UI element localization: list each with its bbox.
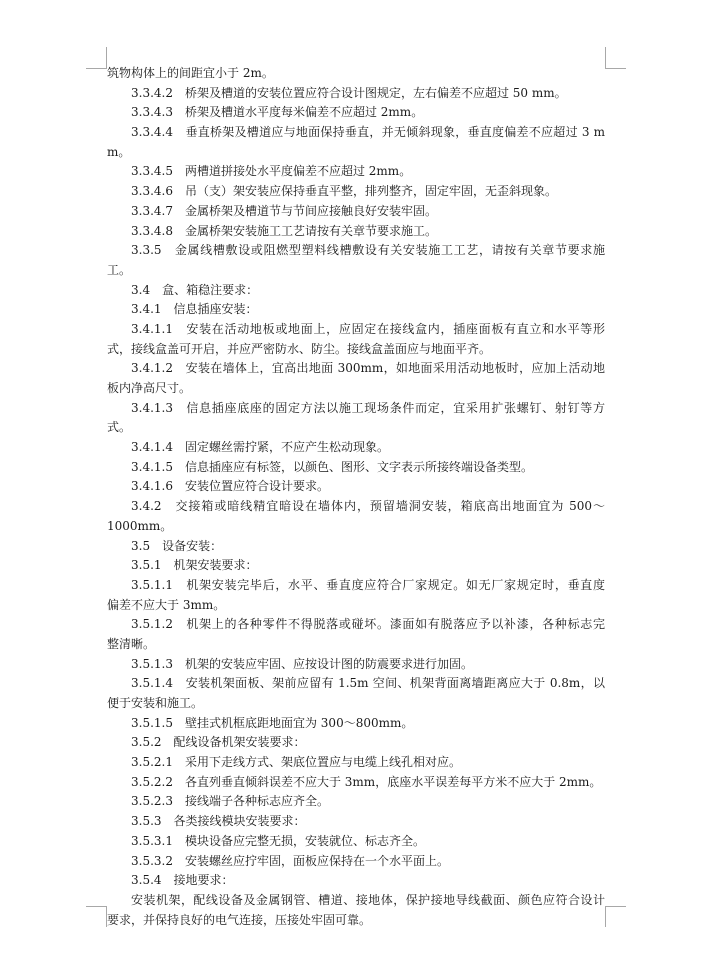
text-line: 安装机架，配线设备及金属钢管、槽道、接地体，保护接地导线截面、颜色应符合设计 bbox=[131, 892, 605, 907]
text-line: 偏差不应大于 3mm。 bbox=[107, 597, 226, 612]
text-line: 3.5.2 配线设备机架安装要求： bbox=[131, 735, 306, 750]
crop-mark-top-right-h bbox=[605, 68, 626, 69]
text-line: 3.5.1.5 壁挂式机框底距地面宜为 300～800mm。 bbox=[131, 715, 414, 730]
text-line: 3.5.2.2 各直列垂直倾斜误差不应大于 3mm，底座水平误差每平方米不应大于 2mm。 bbox=[131, 774, 602, 789]
text-line: 3.4 盒、箱稳注要求： bbox=[131, 282, 259, 297]
text-line: 3.4.1.3 信息插座底座的固定方法以施工现场条件而定，宜采用扩张螺钉、射钉等方 bbox=[131, 400, 605, 415]
text-line: 3.3.4.2 桥架及槽道的安装位置应符合设计图规定，左右偏差不应超过 50 mm。 bbox=[131, 85, 567, 100]
text-line: 3.3.5 金属线槽敷设或阻燃型塑料线槽敷设有关安装施工工艺，请按有关章节要求施 bbox=[131, 243, 605, 258]
text-line: 整清晰。 bbox=[107, 636, 156, 651]
text-line: 板内净高尺寸。 bbox=[107, 381, 192, 395]
text-line: 3.5.2.1 采用下走线方式、架底位置应与电缆上线孔相对应。 bbox=[131, 755, 461, 770]
text-line: 3.5 设备安装： bbox=[131, 538, 223, 553]
text-line: 3.4.1.6 安装位置应符合设计要求。 bbox=[131, 479, 329, 494]
crop-mark-top-left-h bbox=[86, 68, 107, 69]
text-line: 3.4.1.5 信息插座应有标签，以颜色、图形、文字表示所接终端设备类型。 bbox=[131, 459, 533, 474]
crop-mark-bottom-right-h bbox=[605, 906, 626, 907]
text-line: 3.4.1.1 安装在活动地板或地面上，应固定在接线盒内，插座面板有直立和水平等形 bbox=[131, 321, 605, 336]
text-line: 3.3.4.6 吊（支）架安装应保持垂直平整，排列整齐，固定牢固，无歪斜现象。 bbox=[131, 184, 557, 199]
text-line: 3.5.1 机架安装要求： bbox=[131, 558, 258, 573]
crop-mark-top-right-v bbox=[605, 47, 606, 68]
text-line: 1000mm。 bbox=[107, 518, 173, 533]
document-body bbox=[107, 64, 605, 930]
text-line: 式。 bbox=[107, 420, 132, 435]
text-line: 3.3.4.3 桥架及槽道水平度每米偏差不应超过 2mm。 bbox=[131, 105, 424, 120]
text-line: 3.3.4.4 垂直桥架及槽道应与地面保持垂直，并无倾斜现象，垂直度偏差不应超过 3 m bbox=[131, 125, 605, 140]
text-line: 3.4.1.4 固定螺丝需拧紧，不应产生松动现象。 bbox=[131, 440, 389, 455]
text-line: 3.4.2 交接箱或暗线精宜暗设在墙体内，预留墙洞安装，箱底高出地面宜为 500～ bbox=[131, 499, 605, 514]
text-line: 3.5.4 接地要求： bbox=[131, 873, 234, 888]
text-line: 3.3.4.7 金属桥架及槽道节与节间应接触良好安装牢固。 bbox=[131, 203, 437, 218]
text-line: 3.5.1.1 机架安装完毕后，水平、垂直度应符合厂家规定。如无厂家规定时，垂直度 bbox=[131, 577, 605, 592]
text-line: 3.5.1.4 安装机架面板、架前应留有 1.5m 空间、机架背面离墙距离应大于 0.8m，以 bbox=[131, 676, 605, 691]
text-line: 3.5.3.2 安装螺丝应拧牢固，面板应保持在一个水平面上。 bbox=[131, 853, 449, 868]
text-line: 3.5.2.3 接线端子各种标志应齐全。 bbox=[131, 794, 329, 809]
text-line: 3.5.1.3 机架的安装应牢固、应按设计图的防震要求进行加固。 bbox=[131, 656, 473, 671]
text-line: 3.5.3 各类接线模块安装要求： bbox=[131, 814, 306, 829]
crop-mark-bottom-left-h bbox=[86, 906, 107, 907]
text-line: 3.5.1.2 机架上的各种零件不得脱落或碰坏。漆面如有脱落应予以补漆，各种标志完 bbox=[131, 617, 605, 632]
text-line: 要求，并保持良好的电气连接，压接处牢固可靠。 bbox=[107, 912, 372, 927]
text-line: 筑物构体上的间距宜小于 2m。 bbox=[107, 66, 274, 80]
text-line: 3.5.3.1 模块设备应完整无损，安装就位、标志齐全。 bbox=[131, 833, 425, 848]
text-line: m。 bbox=[107, 144, 131, 159]
text-line: 式，接线盒盖可开启，并应严密防水、防尘。接线盒盖面应与地面平齐。 bbox=[107, 341, 492, 356]
text-line: 3.4.1.2 安装在墙体上，宜高出地面 300mm，如地面采用活动地板时，应加上活动地 bbox=[131, 361, 605, 376]
text-line: 3.3.4.5 两槽道拼接处水平度偏差不应超过 2mm。 bbox=[131, 164, 412, 179]
text-line: 3.4.1 信息插座安装： bbox=[131, 302, 258, 317]
text-line: 便于安装和施工。 bbox=[107, 696, 204, 710]
text-line: 工。 bbox=[107, 262, 132, 277]
text-line: 3.3.4.8 金属桥架安装施工工艺请按有关章节要求施工。 bbox=[131, 223, 437, 238]
crop-mark-bottom-right-v bbox=[605, 906, 606, 927]
